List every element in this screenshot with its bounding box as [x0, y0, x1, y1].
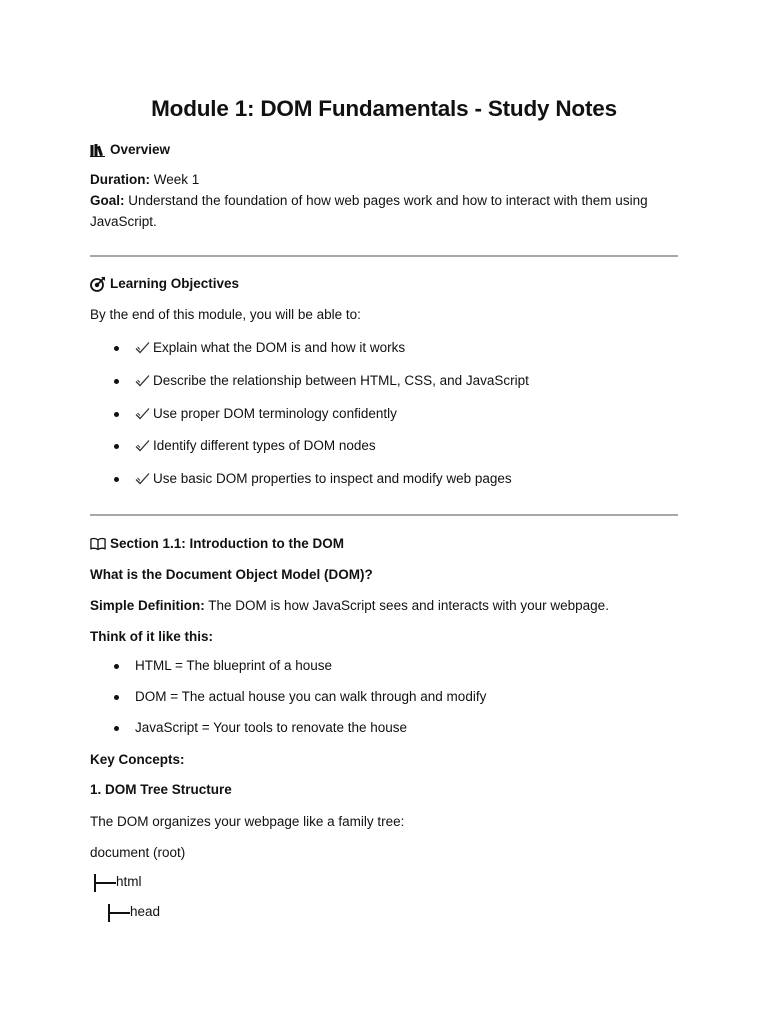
books-icon	[90, 142, 106, 158]
overview-heading-text: Overview	[110, 142, 171, 157]
tree-node-label: html	[116, 874, 142, 889]
analogy-text: HTML = The blueprint of a house	[135, 657, 332, 673]
objectives-heading-text: Learning Objectives	[110, 276, 240, 291]
divider-1	[90, 255, 678, 257]
bullet	[114, 379, 119, 384]
check-icon	[135, 374, 150, 388]
goal-label: Goal:	[90, 193, 125, 208]
objectives-heading	[90, 274, 678, 294]
tree-heading: 1. DOM Tree Structure	[90, 782, 232, 797]
target-icon	[90, 276, 106, 292]
list-item	[90, 656, 678, 676]
tree-root: document (root)	[90, 845, 186, 860]
bullet	[114, 477, 119, 482]
definition-line	[90, 596, 678, 616]
section-question: What is the Document Object Model (DOM)?	[90, 567, 373, 582]
duration-line	[90, 170, 678, 190]
list-item	[90, 338, 678, 358]
document-page	[90, 0, 678, 1024]
bullet	[114, 444, 119, 449]
check-icon	[135, 341, 150, 355]
duration-label: Duration:	[90, 172, 150, 187]
analogy-text: JavaScript = Your tools to renovate the house	[135, 719, 408, 735]
bullet	[114, 695, 119, 700]
check-icon	[135, 472, 150, 486]
definition-value: The DOM is how JavaScript sees and interacts with your webpage.	[204, 598, 609, 613]
overview-heading	[90, 140, 678, 160]
check-icon	[135, 407, 150, 421]
page-title: Module 1: DOM Fundamentals - Study Notes	[151, 96, 617, 121]
duration-value: Week 1	[150, 172, 200, 187]
check-icon	[135, 439, 150, 453]
divider-2	[90, 514, 678, 516]
section-heading-text: Section 1.1: Introduction to the DOM	[110, 536, 344, 551]
tree-branch-connector	[106, 904, 130, 920]
bullet	[114, 726, 119, 731]
open-book-icon	[90, 536, 106, 552]
section-heading	[90, 534, 678, 554]
objective-text: Identify different types of DOM nodes	[153, 437, 376, 453]
analogy-text: DOM = The actual house you can walk through and modify	[135, 688, 487, 704]
key-concepts-label: Key Concepts:	[90, 752, 185, 767]
tree-branch-connector	[92, 874, 116, 890]
tree-node-head	[106, 902, 160, 922]
objective-text: Use proper DOM terminology confidently	[153, 405, 397, 421]
analogy-label: Think of it like this:	[90, 629, 214, 644]
objective-text: Explain what the DOM is and how it works	[153, 339, 406, 355]
goal-line	[90, 190, 678, 232]
bullet	[114, 664, 119, 669]
list-item	[90, 469, 678, 489]
definition-label: Simple Definition:	[90, 598, 205, 613]
list-item	[90, 371, 678, 391]
tree-node-html	[92, 872, 142, 892]
bullet	[114, 346, 119, 351]
list-item	[90, 436, 678, 456]
list-item	[90, 718, 678, 738]
list-item	[90, 404, 678, 424]
bullet	[114, 412, 119, 417]
tree-node-label: head	[130, 904, 161, 919]
tree-intro: The DOM organizes your webpage like a family tree:	[90, 814, 405, 829]
objective-text: Use basic DOM properties to inspect and modify web pages	[153, 470, 512, 486]
objective-text: Describe the relationship between HTML, CSS, and JavaScript	[153, 372, 529, 388]
goal-value: Understand the foundation of how web pages work and how to interact with them using JavaScript.	[90, 193, 648, 229]
objectives-intro: By the end of this module, you will be able to:	[90, 307, 361, 322]
list-item	[90, 687, 678, 707]
